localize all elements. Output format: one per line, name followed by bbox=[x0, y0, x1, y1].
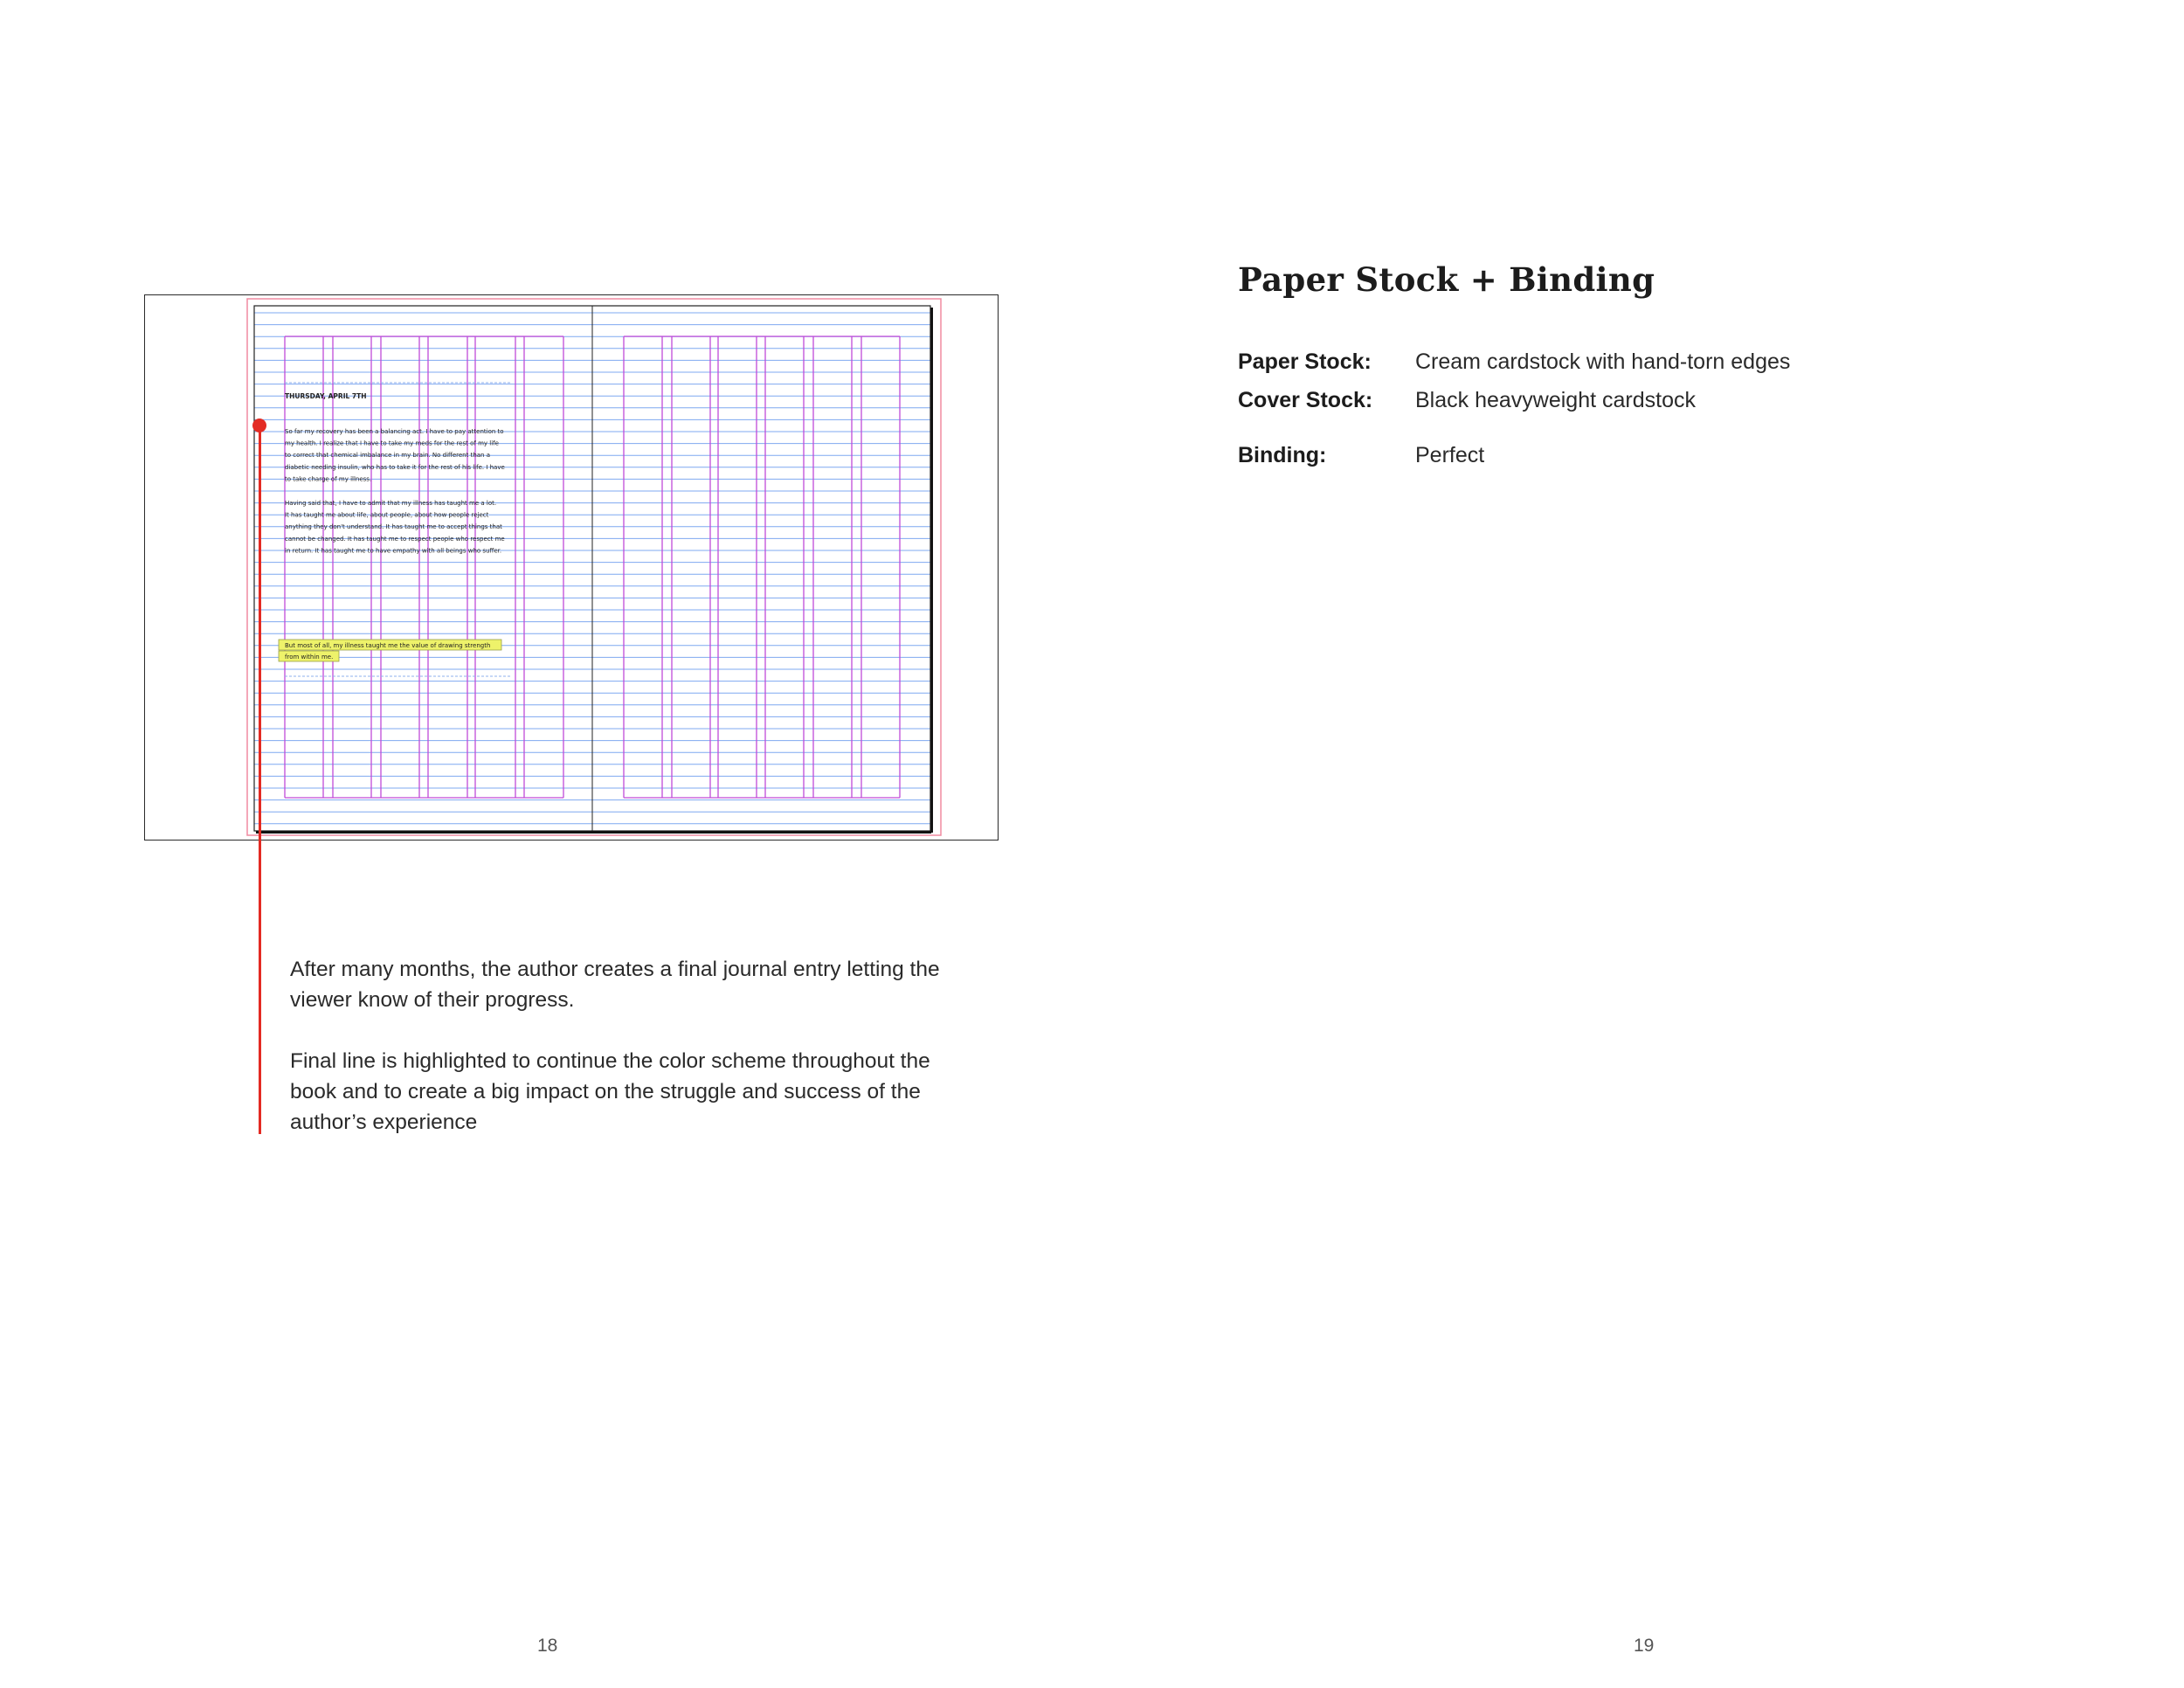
journal-heading: THURSDAY, APRIL 7TH bbox=[285, 392, 367, 400]
caption-progress: After many months, the author creates a final journal entry letting the viewer know of their progress. bbox=[290, 958, 940, 1012]
spec-value-paper-stock: Cream cardstock with hand-torn edges bbox=[1415, 349, 1791, 374]
highlight-line: But most of all, my illness taught me the value of drawing strength bbox=[285, 642, 491, 649]
spec-value-binding: Perfect bbox=[1415, 443, 1485, 467]
spec-label-paper-stock: Paper Stock: bbox=[1238, 349, 1372, 374]
journal-line: anything they don't understand. It has taught me to accept things that bbox=[285, 523, 502, 531]
section-title: Paper Stock + Binding bbox=[1238, 260, 1655, 299]
journal-line: diabetic needing insulin, who has to take it for the rest of his life. I have bbox=[285, 463, 505, 471]
layout-thumbnail bbox=[144, 294, 999, 841]
spec-label-binding: Binding: bbox=[1238, 443, 1327, 467]
spec-label-cover-stock: Cover Stock: bbox=[1238, 388, 1373, 412]
callout-line bbox=[259, 426, 261, 1134]
journal-line: Having said that, I have to admit that my illness has taught me a lot. bbox=[285, 500, 497, 507]
callout-dot bbox=[252, 419, 266, 432]
page-number-left: 18 bbox=[537, 1636, 558, 1656]
layout-grid-drawing bbox=[145, 295, 999, 841]
page-number-right: 19 bbox=[1634, 1636, 1655, 1656]
journal-line: It has taught me about life, about people, about how people reject bbox=[285, 511, 489, 519]
spec-value-cover-stock: Black heavyweight cardstock bbox=[1415, 388, 1696, 412]
journal-line: in return. It has taught me to have empathy with all beings who suffer. bbox=[285, 547, 502, 555]
caption-highlight: Final line is highlighted to continue the color scheme throughout the book and to create a big impact on the struggle and success of the author’s experience bbox=[290, 1049, 930, 1134]
journal-line: So far my recovery has been a balancing act. I have to pay attention to bbox=[285, 428, 504, 435]
journal-line: cannot be changed. It has taught me to respect people who respect me bbox=[285, 535, 505, 543]
journal-line: my health. I realize that I have to take my meds for the rest of my life bbox=[285, 439, 499, 447]
journal-line: to take charge of my illness. bbox=[285, 475, 372, 483]
highlight-line: from within me. bbox=[285, 654, 334, 661]
journal-line: to correct that chemical imbalance in my brain. No different than a bbox=[285, 452, 490, 460]
bleed-outline bbox=[247, 299, 941, 835]
